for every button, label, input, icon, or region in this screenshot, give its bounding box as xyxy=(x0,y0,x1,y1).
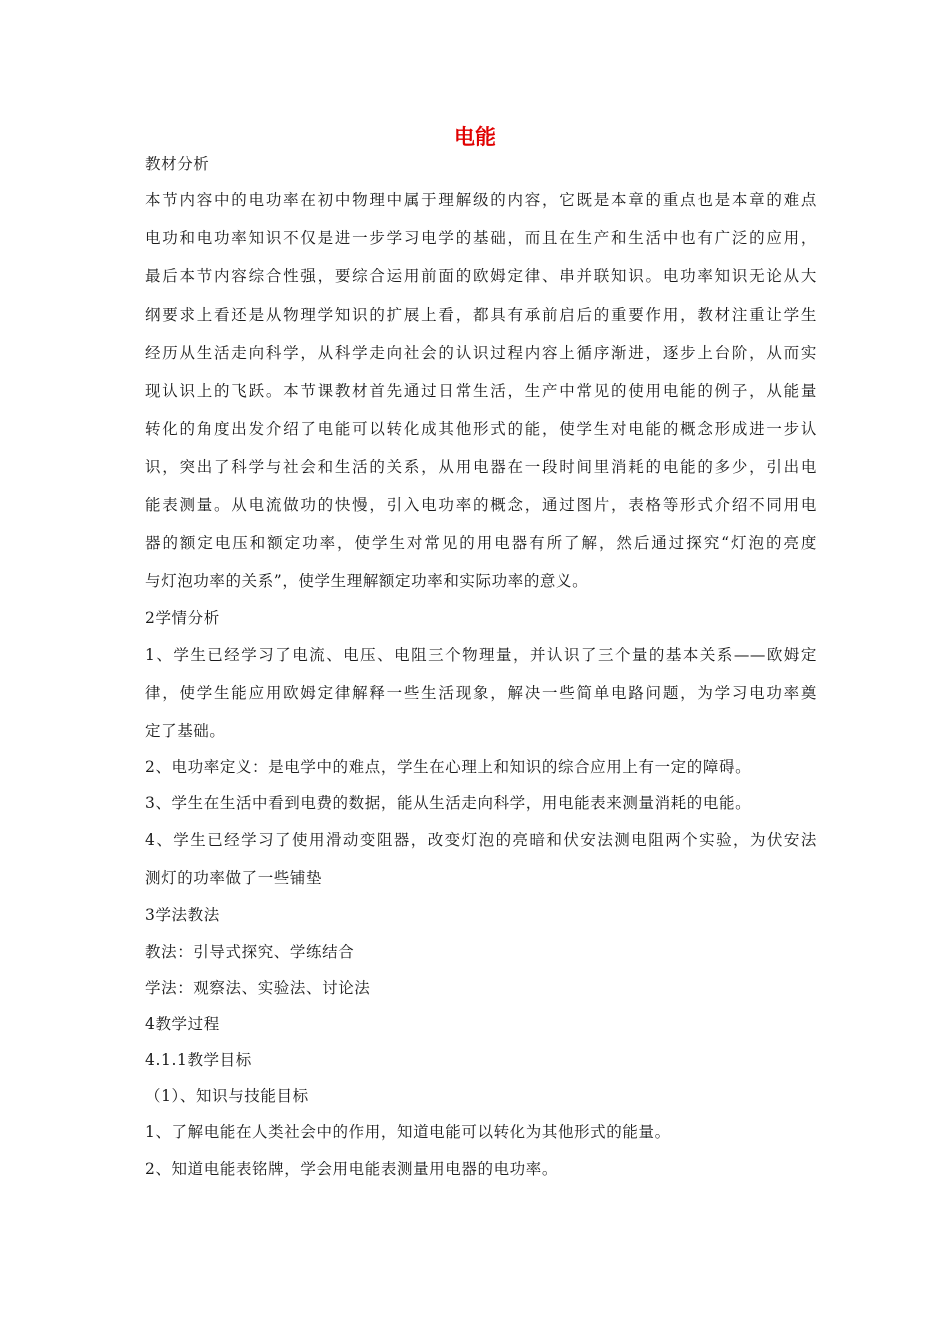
paragraph-line: 电功和电功率知识不仅是进一步学习电学的基础，而且在生产和生活中也有广泛的应用， xyxy=(145,229,817,247)
paragraph-line: 1、了解电能在人类社会中的作用，知道电能可以转化为其他形式的能量。 xyxy=(145,1123,671,1141)
paragraph-line: 1、学生已经学习了电流、电压、电阻三个物理量，并认识了三个量的基本关系——欧姆定 xyxy=(145,646,817,664)
paragraph-line: 现认识上的飞跃。本节课教材首先通过日常生活，生产中常见的使用电能的例子，从能量 xyxy=(145,382,817,400)
paragraph-line: 定了基础。 xyxy=(145,722,226,740)
paragraph-line: 测灯的功率做了一些铺垫 xyxy=(145,869,323,887)
paragraph-line: 转化的角度出发介绍了电能可以转化成其他形式的能，使学生对电能的概念形成进一步认 xyxy=(145,420,817,438)
paragraph-line: 本节内容中的电功率在初中物理中属于理解级的内容，它既是本章的重点也是本章的难点 xyxy=(145,191,817,209)
section-heading: 2学情分析 xyxy=(145,609,220,627)
paragraph-line: 4、学生已经学习了使用滑动变阻器，改变灯泡的亮暗和伏安法测电阻两个实验，为伏安法 xyxy=(145,831,817,849)
document-title: 电能 xyxy=(454,124,496,149)
paragraph-line: 与灯泡功率的关系”，使学生理解额定功率和实际功率的意义。 xyxy=(145,572,589,590)
paragraph-line: 2、知道电能表铭牌，学会用电能表测量用电器的电功率。 xyxy=(145,1160,558,1178)
paragraph-line: 2、电功率定义：是电学中的难点，学生在心理上和知识的综合应用上有一定的障碍。 xyxy=(145,758,752,776)
section-heading: 教材分析 xyxy=(145,155,210,173)
paragraph-line: 3、学生在生活中看到电费的数据，能从生活走向科学，用电能表来测量消耗的电能。 xyxy=(145,794,752,812)
paragraph-line: 器的额定电压和额定功率，使学生对常见的用电器有所了解，然后通过探究“灯泡的亮度 xyxy=(145,534,817,552)
paragraph-line: 律，使学生能应用欧姆定律解释一些生活现象，解决一些简单电路问题，为学习电功率奠 xyxy=(145,684,817,702)
paragraph-line: 最后本节内容综合性强，要综合运用前面的欧姆定律、串并联知识。电功率知识无论从大 xyxy=(145,267,817,285)
paragraph-line: 教法：引导式探究、学练结合 xyxy=(145,943,355,961)
paragraph-line: 纲要求上看还是从物理学知识的扩展上看，都具有承前启后的重要作用，教材注重让学生 xyxy=(145,306,817,324)
paragraph-line: 识，突出了科学与社会和生活的关系，从用电器在一段时间里消耗的电能的多少，引出电 xyxy=(145,458,817,476)
paragraph-line: 经历从生活走向科学，从科学走向社会的认识过程内容上循序渐进，逐步上台阶，从而实 xyxy=(145,344,817,362)
subsection-heading: 4.1.1教学目标 xyxy=(145,1051,252,1069)
subsection-heading: （1）、知识与技能目标 xyxy=(145,1087,309,1105)
section-heading: 3学法教法 xyxy=(145,906,220,924)
section-heading: 4教学过程 xyxy=(145,1015,220,1033)
paragraph-line: 学法：观察法、实验法、讨论法 xyxy=(145,979,371,997)
paragraph-line: 能表测量。从电流做功的快慢，引入电功率的概念，通过图片，表格等形式介绍不同用电 xyxy=(145,496,817,514)
